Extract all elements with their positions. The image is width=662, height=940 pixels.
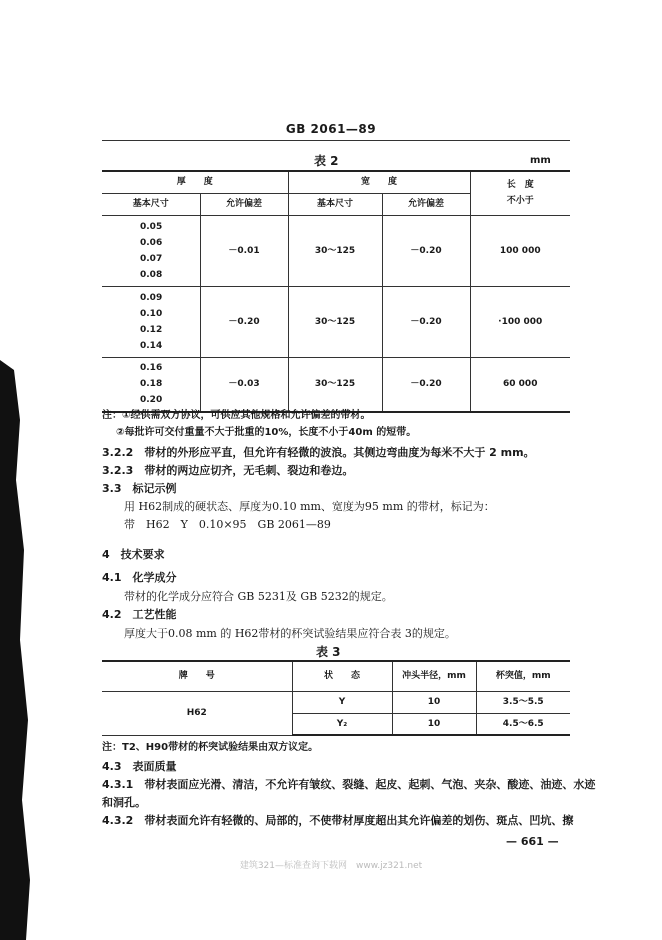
section-4-heading: 4 技术要求: [102, 548, 165, 561]
table3-header-value: 杯突值，mm: [476, 661, 570, 691]
header-rule: [102, 140, 570, 141]
table2-note-1: 注：①经供需双方协议，可供应其他规格和允许偏差的带材。: [102, 410, 371, 421]
table2-thickness-cell: 0.09 0.10 0.12 0.14: [102, 286, 200, 357]
table3-header-state: 状 态: [292, 661, 392, 691]
table2-sub-tolerance: 允许偏差: [200, 193, 288, 215]
table2-width-cell: 30～125: [288, 286, 382, 357]
table-row: [102, 286, 570, 357]
table3-value-cell: 3.5～5.5: [476, 691, 570, 713]
section-4-2-text: 厚度大于0.08 mm 的 H62带材的杯突试验结果应符合表 3的规定。: [124, 627, 456, 640]
table2-tolerance-cell: －0.01: [200, 215, 288, 286]
table-row: [102, 357, 570, 412]
table2-length-cell: 60 000: [470, 357, 570, 412]
table3-radius-cell: 10: [392, 713, 476, 735]
table2-tolerance-cell: －0.20: [200, 286, 288, 357]
table3-note: 注：T2、H90带材的杯突试验结果由双方议定。: [102, 742, 319, 753]
table-row: [102, 215, 570, 286]
table3-grade-cell: H62: [102, 691, 292, 735]
table3-state-cell: Y: [292, 691, 392, 713]
section-3-3-heading: 3.3 标记示例: [102, 482, 177, 495]
section-3-2-2: 3.2.2 带材的外形应平直，但允许有轻微的波浪。其侧边弯曲度为每米不大于 2 mm。: [102, 446, 535, 459]
marking-example-code: 带 H62 Y 0.10×95 GB 2061—89: [124, 518, 331, 531]
table2: [102, 170, 570, 413]
section-4-3-heading: 4.3 表面质量: [102, 760, 177, 773]
section-4-3-1-line1: 4.3.1 带材表面应光滑、清洁，不允许有皱纹、裂缝、起皮、起刺、气泡、夹杂、酸迹、油迹、水迹: [102, 778, 596, 791]
table2-tolerance-cell: －0.03: [200, 357, 288, 412]
section-4-3-1-line2: 和洞孔。: [102, 796, 146, 809]
table2-thickness-cell: 0.05 0.06 0.07 0.08: [102, 215, 200, 286]
section-4-2-heading: 4.2 工艺性能: [102, 608, 177, 621]
table2-header-thickness: 厚 度: [102, 171, 288, 193]
section-4-3-2: 4.3.2 带材表面允许有轻微的、局部的，不使带材厚度超出其允许偏差的划伤、斑点、凹坑、擦: [102, 814, 574, 827]
table2-title: 表 2: [314, 154, 339, 168]
section-4-1-heading: 4.1 化学成分: [102, 571, 177, 584]
table-row: [102, 691, 570, 713]
table2-width-tolerance-cell: －0.20: [382, 357, 470, 412]
table2-unit: mm: [530, 155, 551, 166]
standard-header: GB 2061—89: [285, 122, 377, 136]
table2-note-2: ②每批许可交付重量不大于批重的10%，长度不小于40m 的短带。: [116, 427, 417, 438]
table2-sub-width-tolerance: 允许偏差: [382, 193, 470, 215]
marking-example-text: 用 H62制成的硬状态、厚度为0.10 mm、宽度为95 mm 的带材，标记为：: [124, 500, 495, 513]
section-3-2-3: 3.2.3 带材的两边应切齐，无毛刺、裂边和卷边。: [102, 464, 354, 477]
table3-header-radius: 冲头半径，mm: [392, 661, 476, 691]
table2-thickness-cell: 0.16 0.18 0.20: [102, 357, 200, 412]
table2-width-cell: 30～125: [288, 357, 382, 412]
table2-header-width: 宽 度: [288, 171, 470, 193]
table3-title: 表 3: [316, 645, 341, 659]
table3-state-cell: Y₂: [292, 713, 392, 735]
table2-header-length: 长 度 不小于: [470, 171, 570, 215]
table2-length-cell: ·100 000: [470, 286, 570, 357]
table3-radius-cell: 10: [392, 691, 476, 713]
table3-header-grade: 牌 号: [102, 661, 292, 691]
page-number: — 661 —: [506, 835, 559, 848]
binding-edge-shadow: [0, 340, 34, 940]
table2-width-tolerance-cell: －0.20: [382, 215, 470, 286]
table2-length-cell: 100 000: [470, 215, 570, 286]
table2-width-cell: 30～125: [288, 215, 382, 286]
section-4-1-text: 带材的化学成分应符合 GB 5231及 GB 5232的规定。: [124, 590, 393, 603]
table2-width-tolerance-cell: －0.20: [382, 286, 470, 357]
table2-sub-width-basic-size: 基本尺寸: [288, 193, 382, 215]
table2-sub-basic-size: 基本尺寸: [102, 193, 200, 215]
watermark: 建筑321—标准查询下载网 www.jz321.net: [239, 861, 423, 871]
table3-value-cell: 4.5～6.5: [476, 713, 570, 735]
table3: [102, 660, 570, 736]
